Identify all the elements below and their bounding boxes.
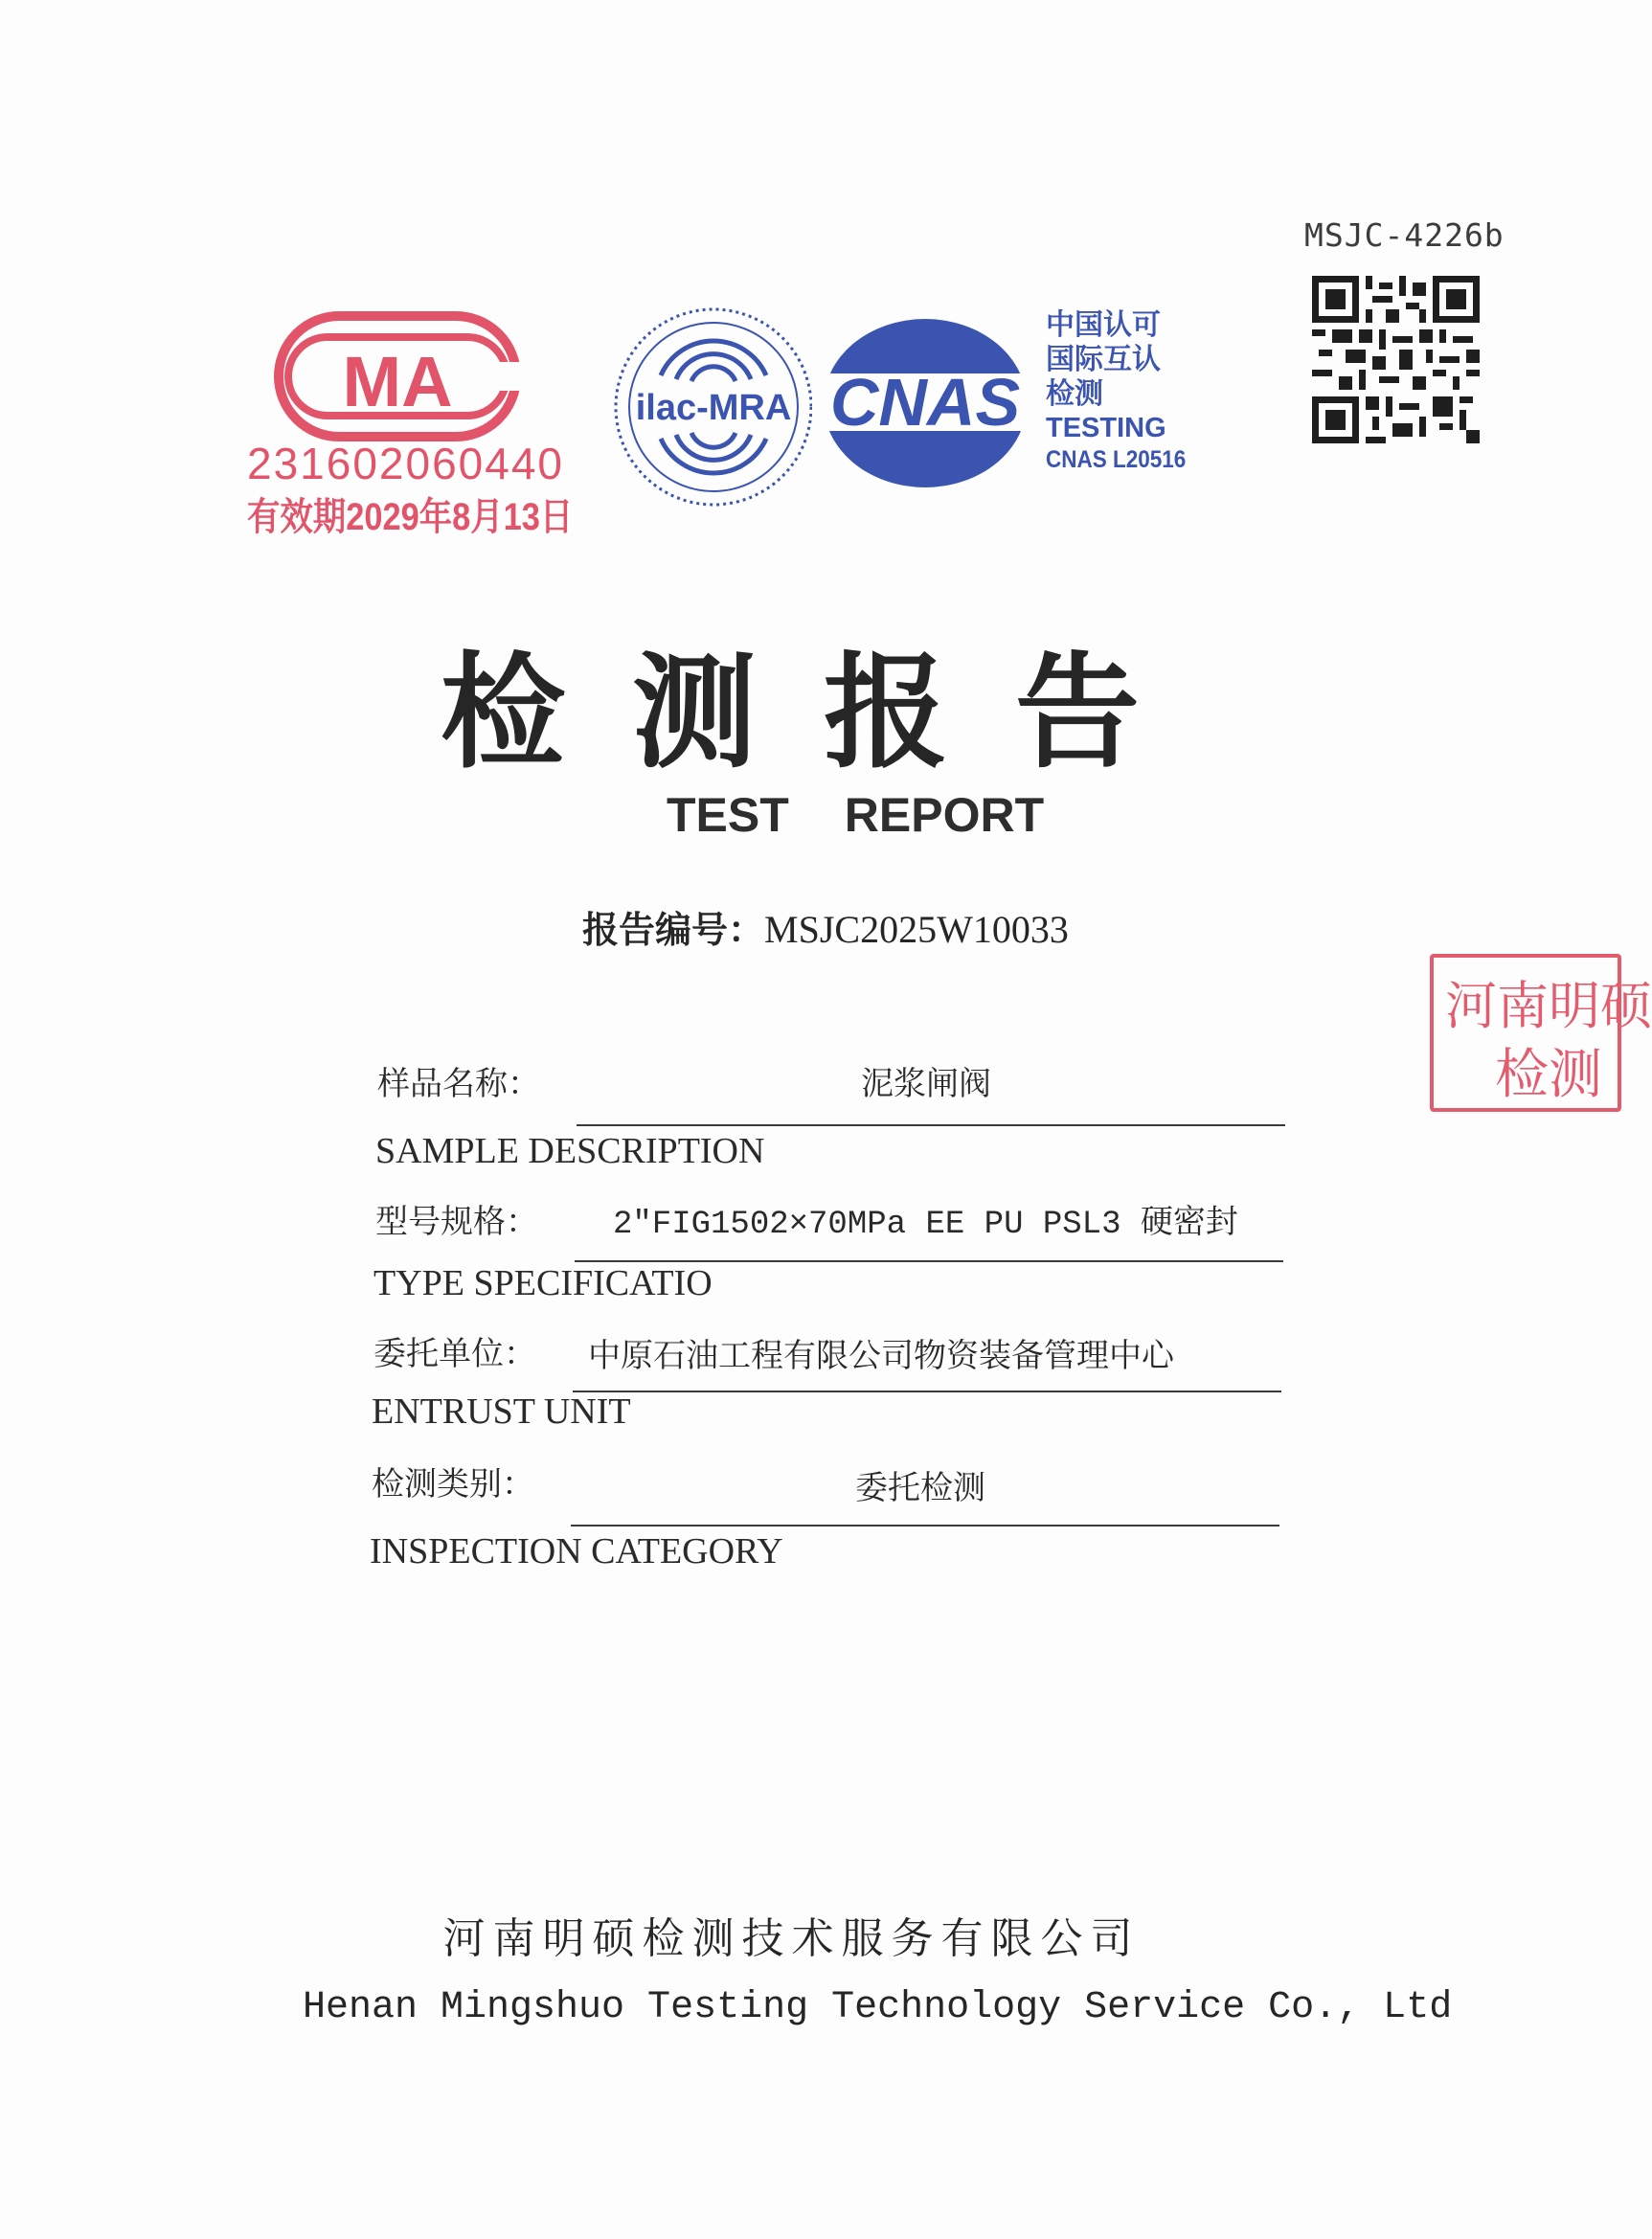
svg-text:MA: MA — [342, 342, 453, 421]
type-label-en: TYPE SPECIFICATIO — [373, 1263, 713, 1303]
company-name-cn: 河南明硕检测技术服务有限公司 — [442, 1914, 1141, 1963]
cnas-line3: 检测 — [1046, 378, 1103, 410]
entrust-label: 委托单位： — [373, 1335, 536, 1373]
type-value-spec: 2″FIG1502×70MPa EE PU PSL3 — [613, 1207, 1121, 1243]
stamp-line1: 河南明硕 — [1445, 976, 1652, 1036]
entrust-value: 中原石油工程有限公司物资装备管理中心 — [588, 1337, 1174, 1375]
inspection-label: 检测类别： — [372, 1465, 534, 1504]
sample-label: 样品名称： — [377, 1065, 540, 1103]
entrust-underline — [573, 1391, 1281, 1392]
report-number — [582, 900, 1069, 953]
qr-code-icon — [1312, 276, 1480, 443]
cnas-accreditation-text — [1046, 308, 1202, 474]
cma-logo-icon — [272, 308, 523, 444]
report-number-label: 报告编号： — [582, 909, 765, 951]
inspection-label-en: INSPECTION CATEGORY — [370, 1531, 783, 1572]
sample-underline — [577, 1124, 1285, 1126]
report-title-en — [667, 787, 1044, 843]
svg-text:CNAS: CNAS — [829, 365, 1021, 440]
entrust-label-en: ENTRUST UNIT — [372, 1391, 631, 1432]
cnas-line2: 国际互认 — [1046, 344, 1161, 375]
type-value — [613, 1195, 1238, 1243]
company-name-en: Henan Mingshuo Testing Technology Service Co., Ltd — [303, 1986, 1453, 2029]
type-value-suffix: 硬密封 — [1140, 1203, 1238, 1241]
title-en-test: TEST — [667, 788, 789, 842]
document-code: MSJC-4226b — [1304, 216, 1505, 254]
inspection-underline — [571, 1525, 1279, 1527]
stamp-line2: 检测 — [1495, 1044, 1602, 1106]
cnas-registration: CNAS L20516 — [1046, 445, 1187, 473]
report-number-value: MSJC2025W10033 — [764, 908, 1069, 951]
sample-value: 泥浆闸阀 — [861, 1065, 991, 1103]
svg-text:ilac-MRA: ilac-MRA — [635, 388, 792, 428]
cnas-logo-icon — [812, 312, 1042, 494]
cma-validity: 有效期2029年8月13日 — [247, 496, 574, 538]
cma-number: 231602060440 — [247, 439, 564, 488]
company-stamp — [1430, 954, 1652, 1112]
cnas-line4: TESTING — [1046, 413, 1166, 443]
ilac-mra-logo-icon — [611, 305, 816, 509]
inspection-value: 委托检测 — [855, 1469, 985, 1507]
report-title-cn: 检测报告 — [440, 639, 1207, 785]
type-label: 型号规格： — [375, 1203, 538, 1241]
sample-label-en: SAMPLE DESCRIPTION — [375, 1131, 765, 1171]
title-en-report: REPORT — [844, 788, 1045, 842]
cnas-line1: 中国认可 — [1046, 309, 1161, 341]
